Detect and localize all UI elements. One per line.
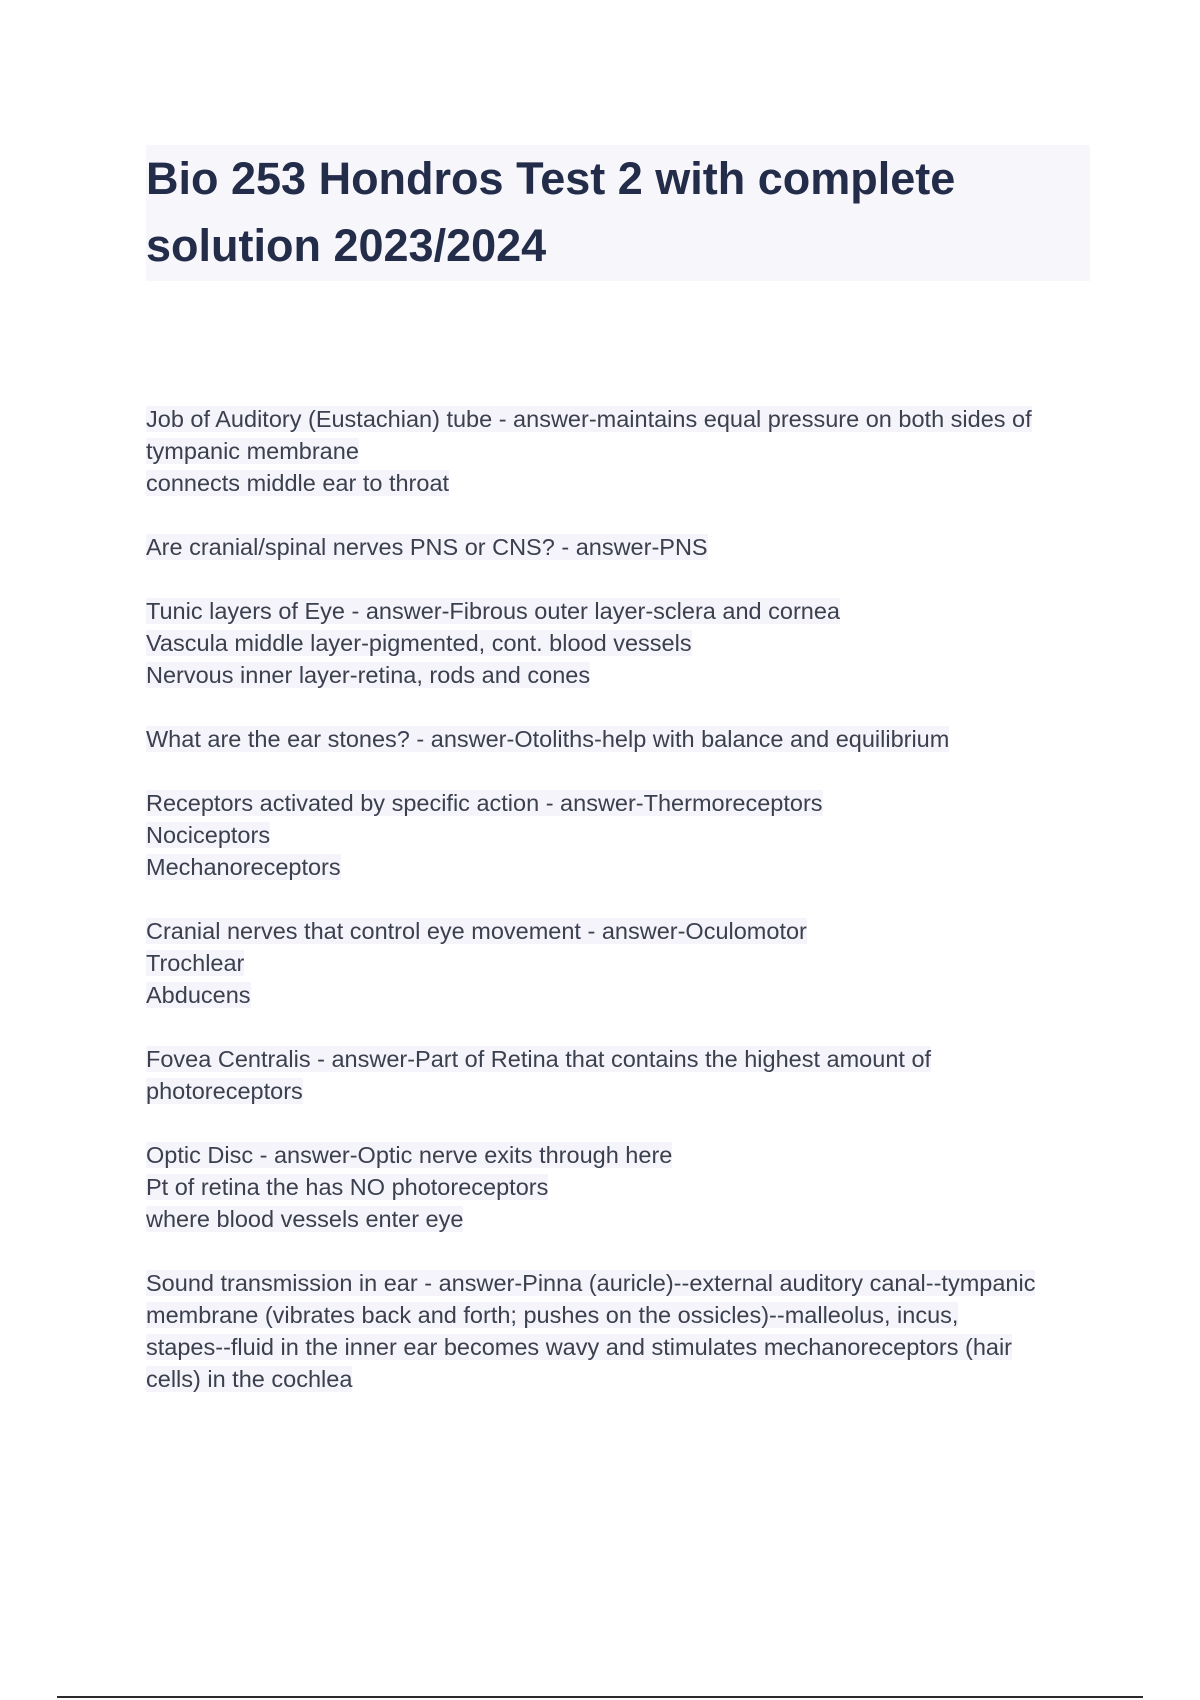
qa-question-line [146, 787, 1090, 819]
qa-answer-line [146, 1171, 1090, 1203]
qa-answer-line [146, 947, 1090, 979]
qa-answer-line [146, 435, 1090, 467]
qa-question-line [146, 1267, 1090, 1299]
qa-answer-line [146, 819, 1090, 851]
qa-line-text: Trochlear [146, 950, 245, 976]
qa-answer-line [146, 1331, 1090, 1363]
qa-line-text: Pt of retina the has NO photoreceptors [146, 1174, 549, 1200]
qa-line-text: Cranial nerves that control eye movement - answer-Oculomotor [146, 918, 807, 944]
qa-item [146, 723, 1090, 755]
qa-line-text: photoreceptors [146, 1078, 303, 1104]
qa-line-text: Mechanoreceptors [146, 854, 341, 880]
qa-line-text: What are the ear stones? - answer-Otoliths-help with balance and equilibrium [146, 726, 950, 752]
qa-line-text: cells) in the cochlea [146, 1366, 353, 1392]
qa-line-text: tympanic membrane [146, 438, 359, 464]
qa-line-text: Nociceptors [146, 822, 271, 848]
qa-question-line [146, 723, 1090, 755]
qa-line-text: Fovea Centralis - answer-Part of Retina that contains the highest amount of [146, 1046, 932, 1072]
qa-answer-line [146, 659, 1090, 691]
qa-question-line [146, 531, 1090, 563]
qa-line-text: Optic Disc - answer-Optic nerve exits through here [146, 1142, 673, 1168]
qa-question-line [146, 915, 1090, 947]
qa-line-text: stapes--fluid in the inner ear becomes wavy and stimulates mechanoreceptors (hair [146, 1334, 1013, 1360]
qa-item [146, 403, 1090, 499]
page-title: Bio 253 Hondros Test 2 with complete solution 2023/2024 [146, 153, 956, 271]
qa-line-text: Sound transmission in ear - answer-Pinna (auricle)--external auditory canal--tympanic [146, 1270, 1036, 1296]
qa-line-text: connects middle ear to throat [146, 470, 450, 496]
qa-item [146, 531, 1090, 563]
qa-question-line [146, 595, 1090, 627]
qa-line-text: Tunic layers of Eye - answer-Fibrous outer layer-sclera and cornea [146, 598, 840, 624]
qa-line-text: Vascula middle layer-pigmented, cont. blood vessels [146, 630, 692, 656]
qa-question-line [146, 1043, 1090, 1075]
qa-item [146, 915, 1090, 1011]
qa-line-text: Receptors activated by specific action - answer-Thermoreceptors [146, 790, 823, 816]
qa-line-text: where blood vessels enter eye [146, 1206, 464, 1232]
qa-list [146, 403, 1090, 1427]
qa-item [146, 1043, 1090, 1107]
qa-answer-line [146, 627, 1090, 659]
qa-line-text: Are cranial/spinal nerves PNS or CNS? - answer-PNS [146, 534, 708, 560]
qa-item [146, 787, 1090, 883]
qa-answer-line [146, 979, 1090, 1011]
qa-item [146, 595, 1090, 691]
qa-item [146, 1139, 1090, 1235]
qa-answer-line [146, 1203, 1090, 1235]
qa-answer-line [146, 1299, 1090, 1331]
qa-item [146, 1267, 1090, 1395]
title-block [146, 145, 1090, 281]
qa-line-text: membrane (vibrates back and forth; pushes on the ossicles)--malleolus, incus, [146, 1302, 959, 1328]
qa-answer-line [146, 1363, 1090, 1395]
qa-line-text: Abducens [146, 982, 251, 1008]
qa-line-text: Nervous inner layer-retina, rods and cones [146, 662, 591, 688]
qa-answer-line [146, 851, 1090, 883]
qa-answer-line [146, 467, 1090, 499]
qa-question-line [146, 1139, 1090, 1171]
qa-line-text: Job of Auditory (Eustachian) tube - answer-maintains equal pressure on both sides of [146, 406, 1032, 432]
qa-answer-line [146, 1075, 1090, 1107]
footer-divider [57, 1696, 1143, 1698]
qa-question-line [146, 403, 1090, 435]
